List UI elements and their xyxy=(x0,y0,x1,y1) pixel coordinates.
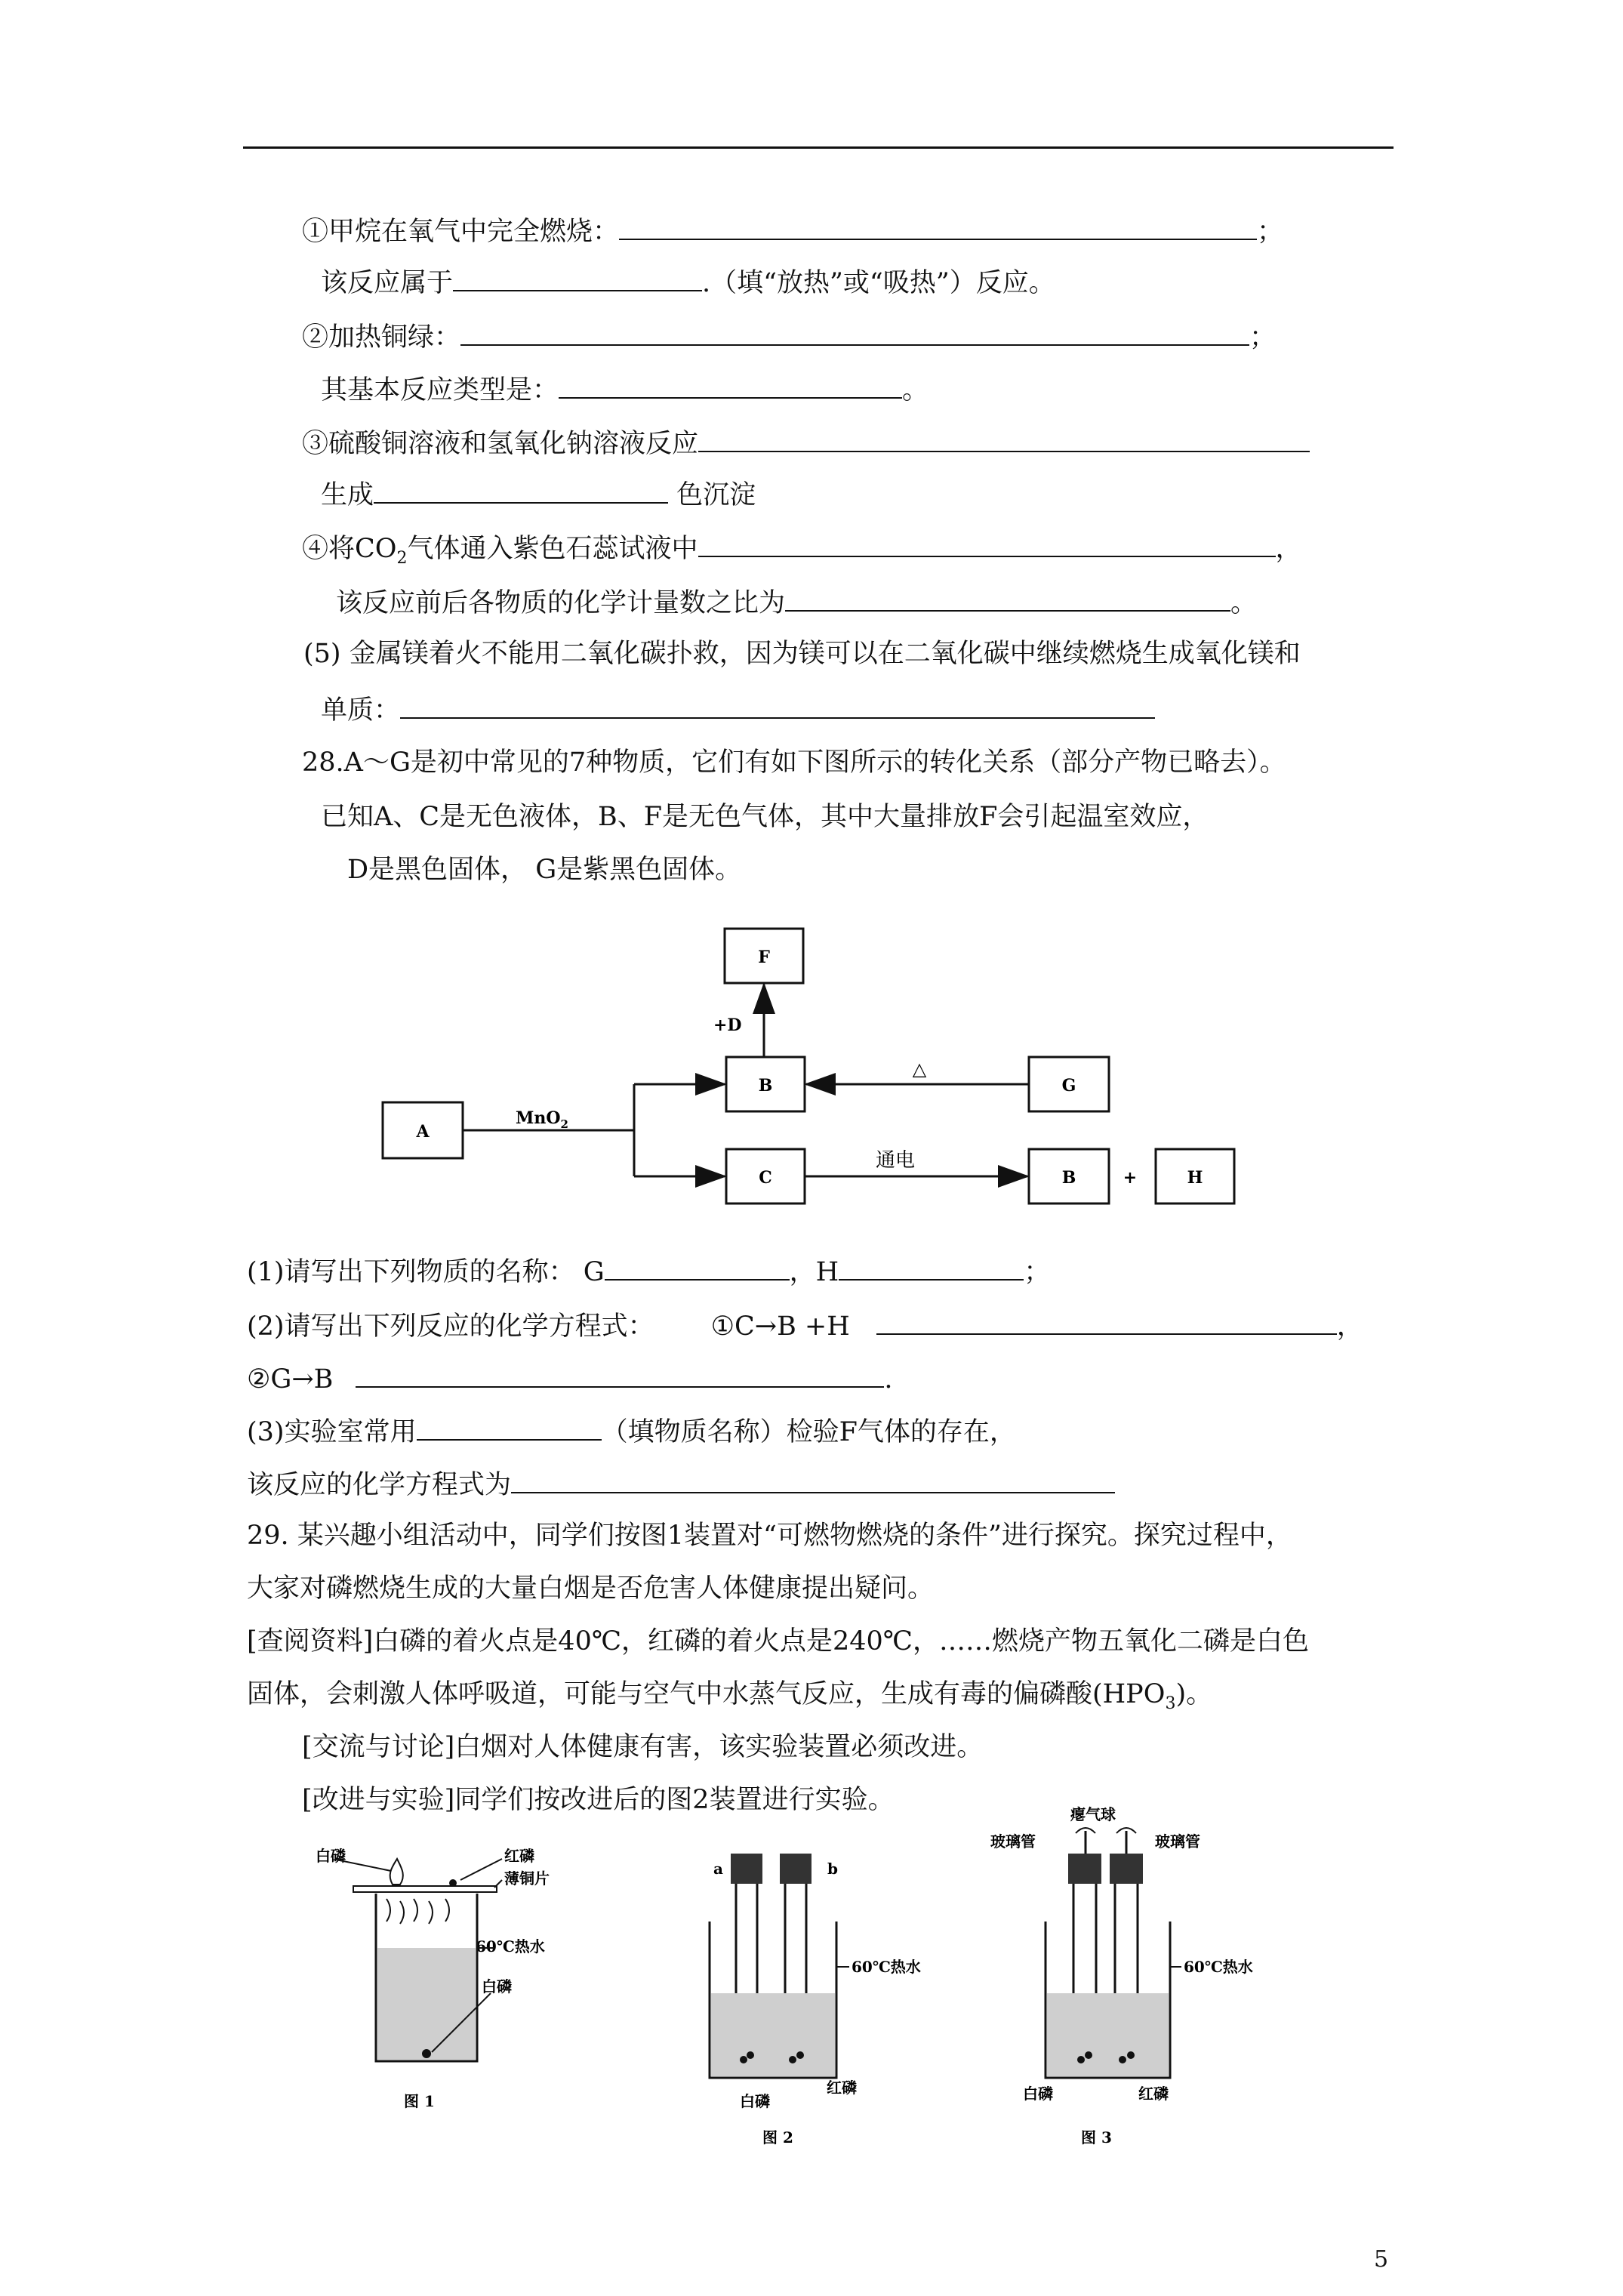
plus-sign: + xyxy=(1123,1168,1138,1188)
stopper-left xyxy=(1068,1854,1101,1884)
q29-stem-1: 29. 某兴趣小组活动中，同学们按图1装置对“可燃物燃烧的条件”进行探究。探究过程中， xyxy=(247,1521,1292,1551)
red-p-dot xyxy=(449,1879,457,1887)
text: 色沉淀 xyxy=(676,480,756,510)
fig2-label-b: b xyxy=(827,1860,838,1878)
q28-stem-2: 已知A、C是无色液体，B、F是无色气体，其中大量排放F会引起温室效应， xyxy=(321,802,1209,832)
fig2-label-white-p: 白磷 xyxy=(740,2092,770,2110)
fig3-label-tube-right: 玻璃管 xyxy=(1155,1832,1200,1851)
hot-water-1 xyxy=(377,1948,476,2060)
fig1-caption: 图 1 xyxy=(404,2092,435,2110)
fig3-label-balloon: 瘪气球 xyxy=(1070,1805,1116,1823)
text: ④将CO xyxy=(302,534,397,564)
hot-water-3 xyxy=(1047,1993,1169,2076)
node-A-label: A xyxy=(416,1122,430,1142)
fig1-label-red-p: 红磷 xyxy=(504,1847,534,1865)
text: 单质： xyxy=(321,695,401,726)
label-plusD: +D xyxy=(713,1015,742,1035)
stopper-a xyxy=(731,1854,762,1884)
q28-stem-1: 28.A～G是初中常见的7种物质，它们有如下图所示的转化关系（部分产物已略去）。 xyxy=(302,747,1286,778)
fig3-label-red-p: 红磷 xyxy=(1138,2085,1169,2103)
text: ②加热铜绿： xyxy=(302,322,461,353)
text: 气体通入紫色石蕊试液中 xyxy=(407,534,698,564)
text: 其基本反应类型是： xyxy=(321,375,559,405)
label-heat: △ xyxy=(912,1059,927,1080)
fig1-label-white-p-top: 白磷 xyxy=(316,1847,346,1865)
node-G-label: G xyxy=(1061,1076,1076,1096)
text: ②G→B xyxy=(247,1364,334,1395)
text: 该反应的化学方程式为 xyxy=(247,1470,512,1500)
text: ③硫酸铜溶液和氢氧化钠溶液反应 xyxy=(302,429,699,459)
fig2-label-red-p: 红磷 xyxy=(827,2079,857,2097)
node-F-label: F xyxy=(758,948,770,967)
punct: 。 xyxy=(1230,588,1258,618)
figure-1 xyxy=(316,1847,550,2110)
page-number: 5 xyxy=(1374,2246,1389,2273)
text: （填物质名称）检验F气体的存在， xyxy=(601,1417,1016,1447)
q29-material-1: [查阅资料]白磷的着火点是40℃，红磷的着火点是240℃，……燃烧产物五氧化二磷是白色 xyxy=(247,1626,1309,1657)
text: ，H xyxy=(789,1257,839,1287)
text: (1)请写出下列物质的名称： G xyxy=(247,1257,605,1287)
copper-sheet xyxy=(353,1886,497,1892)
flame-icon xyxy=(390,1859,403,1885)
q28-stem-3: D是黑色固体， G是紫黑色固体。 xyxy=(347,855,742,885)
label-mno2: MnO$_2$ xyxy=(516,1108,568,1131)
text: (3)实验室常用 xyxy=(247,1417,417,1447)
punct: 。 xyxy=(902,375,929,405)
punct: ， xyxy=(1336,1311,1363,1342)
q29-stem-2: 大家对磷燃烧生成的大量白烟是否危害人体健康提出疑问。 xyxy=(247,1573,935,1604)
punct: ； xyxy=(1024,1257,1051,1287)
stopper-right xyxy=(1110,1854,1143,1884)
text: 生成 xyxy=(321,480,374,510)
fig3-caption: 图 3 xyxy=(1081,2128,1112,2147)
q29-discussion: [交流与讨论]白烟对人体健康有害，该实验装置必须改进。 xyxy=(302,1732,984,1762)
text: )。 xyxy=(1175,1679,1213,1709)
text: ①C→B +H xyxy=(710,1311,850,1342)
stopper-b xyxy=(780,1854,812,1884)
text: (5) 金属镁着火不能用二氧化碳扑救，因为镁可以在二氧化碳中继续燃烧生成氧化镁和 xyxy=(303,639,1301,669)
white-p-in-water xyxy=(422,2049,431,2058)
text: (2)请写出下列反应的化学方程式： xyxy=(247,1311,654,1342)
node-B-label: B xyxy=(758,1076,773,1096)
fig1-label-white-p-bottom: 白磷 xyxy=(482,1977,512,1996)
fig2-caption: 图 2 xyxy=(762,2128,793,2147)
fig1-label-copper: 薄铜片 xyxy=(504,1869,550,1888)
fig3-label-tube-left: 玻璃管 xyxy=(990,1832,1036,1851)
node-C-label: C xyxy=(759,1168,772,1188)
subscript: 3 xyxy=(1165,1694,1176,1713)
node-B2-label: B xyxy=(1061,1168,1076,1188)
text: 该反应前后各物质的化学计量数之比为 xyxy=(336,588,786,618)
q-methane-text: ①甲烷在氧气中完全燃烧： xyxy=(302,217,620,247)
fig3-label-white-p: 白磷 xyxy=(1023,2085,1053,2103)
text: .（填“放热”或“吸热”）反应。 xyxy=(702,268,1055,298)
node-H-label: H xyxy=(1187,1168,1203,1188)
subscript: 2 xyxy=(396,549,408,568)
punct: ， xyxy=(1275,534,1302,564)
hot-water-2 xyxy=(711,1993,835,2076)
figure-2 xyxy=(710,1854,921,2147)
punct: ； xyxy=(1249,322,1277,353)
punct: . xyxy=(884,1364,893,1395)
text: 该反应属于 xyxy=(321,268,454,298)
punct: ； xyxy=(1257,217,1284,247)
q29-improvement: [改进与实验]同学们按改进后的图2装置进行实验。 xyxy=(302,1785,895,1815)
fig3-label-water: 60℃热水 xyxy=(1184,1958,1253,1976)
figure-3 xyxy=(990,1805,1253,2147)
text: 固体，会刺激人体呼吸道，可能与空气中水蒸气反应，生成有毒的偏磷酸(HPO xyxy=(247,1679,1166,1709)
fig2-label-water: 60℃热水 xyxy=(852,1958,921,1976)
fig1-label-water: 60℃热水 xyxy=(476,1937,545,1955)
label-electrolysis: 通电 xyxy=(875,1149,916,1172)
fig2-label-a: a xyxy=(713,1860,723,1878)
